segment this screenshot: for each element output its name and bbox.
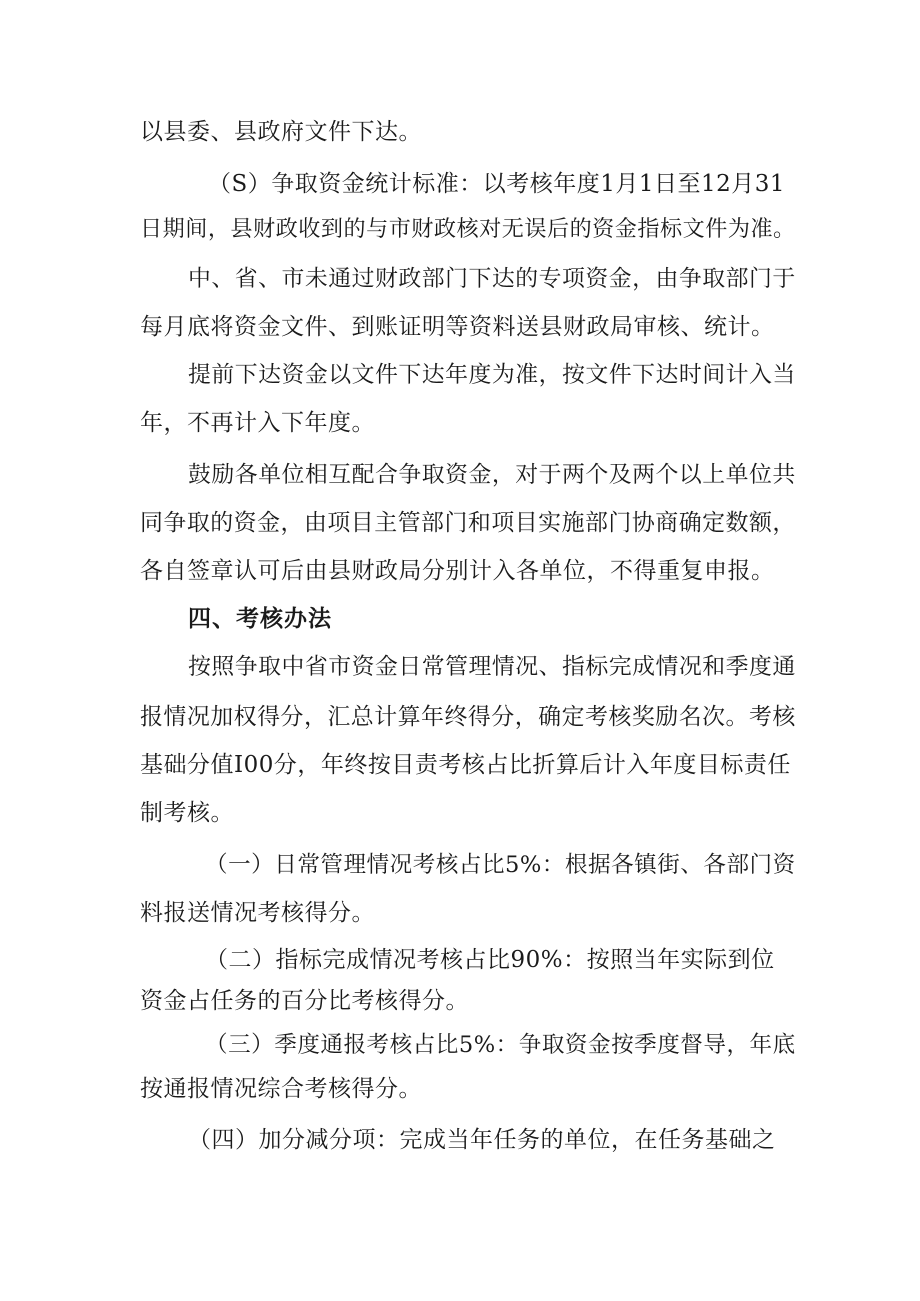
paragraph-line: 报情况加权得分，汇总计算年终得分，确定考核奖励名次。考核	[140, 704, 796, 730]
paragraph-line: 同争取的资金，由项目主管部门和项目实施部门协商确定数额，	[140, 510, 796, 536]
paragraph-line: 按通报情况综合考核得分。	[140, 1076, 422, 1102]
paragraph-line: （S）争取资金统计标准：以考核年度1月1日至12月31	[208, 171, 786, 197]
paragraph-line: 日期间，县财政收到的与市财政核对无误后的资金指标文件为准。	[140, 216, 796, 242]
paragraph-line: （一）日常管理情况考核占比5%：根据各镇街、各部门资	[205, 852, 796, 878]
paragraph-line: （四）加分减分项：完成当年任务的单位，在任务基础之	[188, 1127, 776, 1153]
paragraph-line: 每月底将资金文件、到账证明等资料送县财政局审核、统计。	[140, 314, 775, 340]
paragraph-line: 各自签章认可后由县财政局分别计入各单位，不得重复申报。	[140, 558, 775, 584]
paragraph-line: 以县委、县政府文件下达。	[140, 119, 422, 145]
paragraph-line: 年，不再计入下年度。	[140, 410, 375, 436]
section-heading: 四、考核办法	[188, 606, 332, 632]
paragraph-line: 中、省、市未通过财政部门下达的专项资金，由争取部门于	[188, 266, 796, 292]
paragraph-line: 鼓励各单位相互配合争取资金，对于两个及两个以上单位共	[188, 462, 796, 488]
paragraph-line: （三）季度通报考核占比5%：争取资金按季度督导，年底	[205, 1032, 796, 1058]
paragraph-line: 按照争取中省市资金日常管理情况、指标完成情况和季度通	[188, 654, 796, 680]
paragraph-line: 料报送情况考核得分。	[140, 900, 375, 926]
paragraph-line: 制考核。	[140, 800, 234, 826]
paragraph-line: 基础分值I00分，年终按目责考核占比折算后计入年度目标责任	[140, 752, 791, 778]
paragraph-line: 资金占任务的百分比考核得分。	[140, 988, 469, 1014]
paragraph-line: 提前下达资金以文件下达年度为准，按文件下达时间计入当	[188, 362, 796, 388]
paragraph-line: （二）指标完成情况考核占比90%：按照当年实际到位	[205, 947, 775, 973]
